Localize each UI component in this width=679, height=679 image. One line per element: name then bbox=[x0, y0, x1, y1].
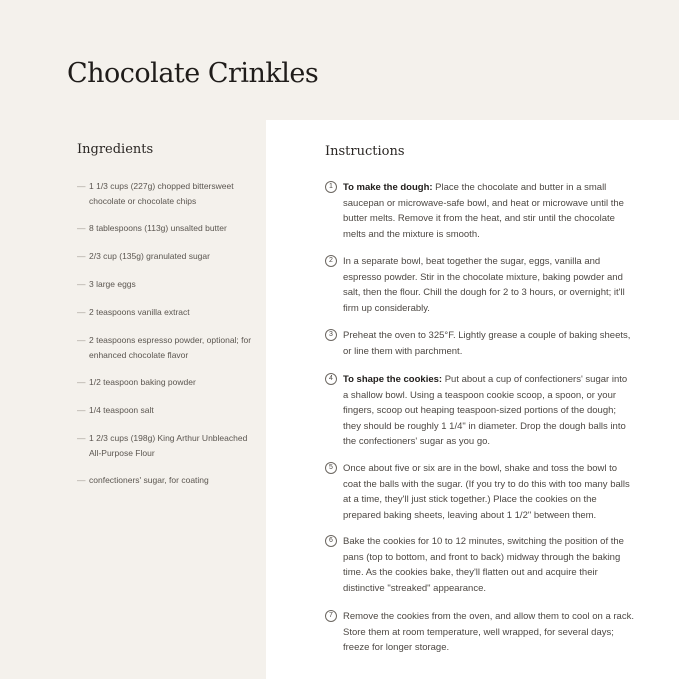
step-number-badge: 1 bbox=[325, 181, 337, 193]
ingredient-item: — 2/3 cup (135g) granulated sugar bbox=[77, 249, 252, 264]
instruction-step bbox=[325, 609, 635, 656]
step-text: Bake the cookies for 10 to 12 minutes, switching the position of the pans (top to bottom, and front to back) midway through the baking time. As the cookies bake, they'll flatten out and acquire their distinctive "streaked" appearance. bbox=[343, 536, 624, 594]
dash-icon: — bbox=[77, 475, 86, 485]
step-lead: To shape the cookies: bbox=[343, 374, 443, 385]
instructions-panel bbox=[266, 120, 679, 679]
dash-icon: — bbox=[77, 405, 86, 415]
dash-icon: — bbox=[77, 335, 86, 345]
ingredient-item: — 1 2/3 cups (198g) King Arthur Unbleached All-Purpose Flour bbox=[77, 433, 248, 458]
ingredient-item: — 1 1/3 cups (227g) chopped bittersweet chocolate or chocolate chips bbox=[77, 181, 234, 206]
instruction-step bbox=[325, 461, 635, 523]
dash-icon: — bbox=[77, 181, 86, 191]
instructions-heading: Instructions bbox=[325, 144, 405, 159]
ingredient-item: — 1/4 teaspoon salt bbox=[77, 403, 252, 418]
instruction-step bbox=[325, 534, 635, 596]
ingredient-item: — 2 teaspoons espresso powder, optional; for enhanced chocolate flavor bbox=[77, 335, 252, 360]
ingredient-item: — 1/2 teaspoon baking powder bbox=[77, 375, 252, 390]
step-text: In a separate bowl, beat together the sugar, eggs, vanilla and espresso powder. Stir in the chocolate mixture, baking powder and salt, then the flour. Chill the dough for 2 to 3 hours, or overnight; it'll firm up considerably. bbox=[343, 256, 625, 314]
step-text: Once about five or six are in the bowl, shake and toss the bowl to coat the balls with the sugar. (If you try to do this with too many balls at a time, they'll just stick together.) Place the cookies on the prepared baking sheets, leaving about 1 1/2" between them. bbox=[343, 463, 630, 521]
step-text: Preheat the oven to 325°F. Lightly grease a couple of baking sheets, or line them with parchment. bbox=[343, 330, 631, 357]
ingredient-item: — 2 teaspoons vanilla extract bbox=[77, 305, 252, 320]
step-text: Put about a cup of confectioners' sugar into a shallow bowl. Using a teaspoon cookie scoop, a spoon, or your fingers, scoop out heaping teaspoon-sized portions of the dough; they should be roughly 1 1/4" in diameter. Drop the dough balls into the confectioners' sugar as you go. bbox=[343, 374, 628, 447]
instruction-step bbox=[325, 180, 635, 242]
dash-icon: — bbox=[77, 279, 86, 289]
dash-icon: — bbox=[77, 433, 86, 443]
step-number-badge: 3 bbox=[325, 329, 337, 341]
dash-icon: — bbox=[77, 307, 86, 317]
ingredient-item: — 8 tablespoons (113g) unsalted butter bbox=[77, 221, 252, 236]
step-number-badge: 2 bbox=[325, 255, 337, 267]
step-number-badge: 6 bbox=[325, 535, 337, 547]
ingredients-section bbox=[0, 120, 266, 679]
step-text: Remove the cookies from the oven, and allow them to cool on a rack. Store them at room temperature, well wrapped, for several days; freeze for longer storage. bbox=[343, 611, 634, 653]
dash-icon: — bbox=[77, 251, 86, 261]
dash-icon: — bbox=[77, 223, 86, 233]
dash-icon: — bbox=[77, 377, 86, 387]
instruction-step bbox=[325, 254, 635, 316]
instruction-step bbox=[325, 328, 635, 359]
step-text: Place the chocolate and butter in a small saucepan or microwave-safe bowl, and heat or microwave until the butter melts. Remove it from the heat, and stir until the chocolate melts and the mixture is smooth. bbox=[343, 182, 624, 240]
step-lead: To make the dough: bbox=[343, 182, 433, 193]
step-number-badge: 7 bbox=[325, 610, 337, 622]
ingredients-heading: Ingredients bbox=[77, 142, 154, 157]
step-number-badge: 4 bbox=[325, 373, 337, 385]
step-number-badge: 5 bbox=[325, 462, 337, 474]
ingredient-item: — 3 large eggs bbox=[77, 277, 252, 292]
ingredient-item: — confectioners' sugar, for coating bbox=[77, 473, 252, 488]
page-title: Chocolate Crinkles bbox=[67, 58, 319, 89]
instruction-step bbox=[325, 372, 635, 450]
